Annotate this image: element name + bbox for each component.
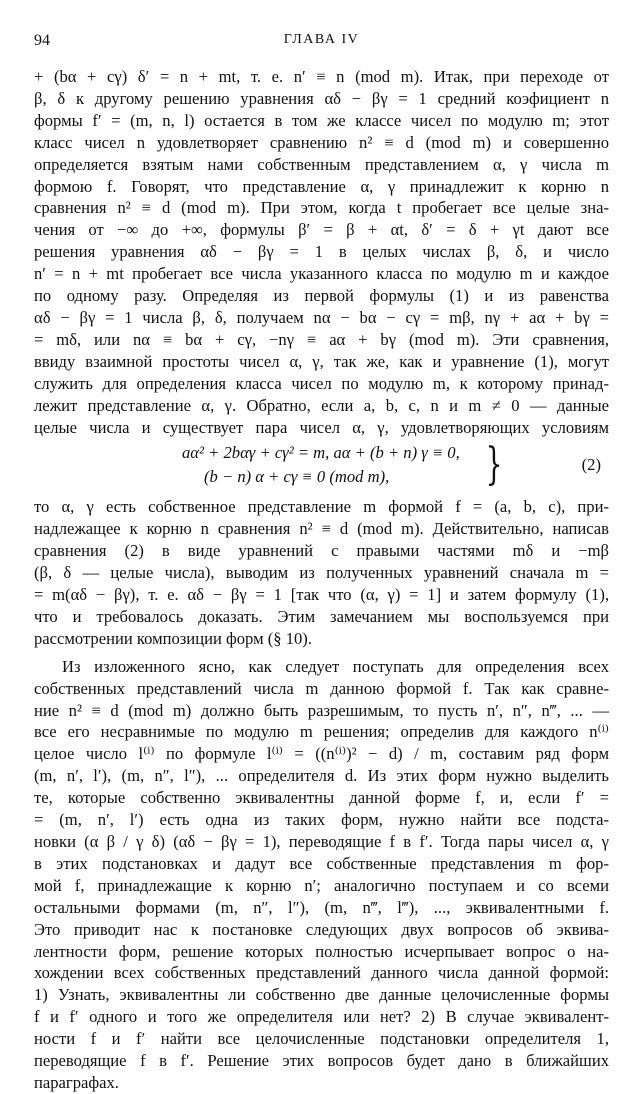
text-line: целое число l⁽ⁱ⁾ по формуле l⁽ⁱ⁾ = ((n⁽ⁱ⁾)² − d) / m, составим ряд форм	[34, 744, 609, 764]
text-line: 1) Узнать, эквивалентны ли собственно две данные целочисленные формы	[34, 985, 609, 1005]
text-line: параграфах.	[34, 1072, 119, 1092]
text-line: рассмотрении композиции форм (§ 10).	[34, 628, 312, 648]
text-line: собственных представлений числа m данною формой f. Так как сравне-	[34, 678, 609, 698]
body-text	[34, 66, 609, 1094]
equation-line-1: aα² + 2bαγ + cγ² = m, aα + (b + n) γ ≡ 0,	[182, 443, 460, 463]
text-line: по одному разу. Определяя из первой формулы (1) и из равенства	[34, 286, 609, 306]
equation-line-2: (b − n) α + cγ ≡ 0 (mod m),	[204, 467, 390, 487]
paragraph-3	[34, 656, 609, 1094]
text-line: сравнения n² ≡ d (mod m). При этом, когда t пробегает все целые зна-	[34, 198, 609, 218]
text-line: = (m, n′, l′) есть одна из таких форм, нужно найти все подста-	[34, 810, 609, 830]
right-brace: }	[485, 439, 503, 491]
text-line: n′ = n + mt пробегает все числа указанного класса по модулю m и каждое	[34, 264, 609, 284]
page-header	[34, 32, 609, 52]
text-line: β, δ к другому решению уравнения αδ − βγ = 1 средний коэфициент n	[34, 88, 609, 108]
equation-number: (2)	[581, 455, 601, 475]
text-line: что и требовалось доказать. Этим замечанием мы воспользуемся при	[34, 606, 609, 626]
text-line: те, которые собственно эквивалентны данной форме f, и, если f′ =	[34, 788, 609, 808]
text-line: ние n² ≡ d (mod m) должно быть разрешимым, то пусть n′, n″, n‴, ... —	[34, 700, 609, 720]
chapter-title: ГЛАВА IV	[283, 32, 360, 47]
text-line: Это приводит нас к постановке следующих двух вопросов об эквива-	[34, 919, 609, 939]
text-line: решения уравнения αδ − βγ = 1 в целых числах β, δ, и число	[34, 242, 609, 262]
paragraph-2	[34, 496, 609, 649]
text-line: надлежащее к корню n сравнения n² ≡ d (mod m). Действительно, написав	[34, 519, 609, 539]
text-line: переводящие f в f′. Решение этих вопросов будет дано в ближайших	[34, 1051, 609, 1071]
text-line: класс чисел n удовлетворяет сравнению n² ≡ d (mod m) и совершенно	[34, 132, 609, 152]
page-number: 94	[34, 32, 50, 49]
text-line: сравнения (2) в виде уравнений с правыми частями mδ и −mβ	[34, 541, 609, 561]
text-line: = m(αδ − βγ), т. е. αδ − βγ = 1 [так что (α, γ) = 1] и затем формулу (1),	[34, 585, 609, 605]
text-line: остальными формами (m, n″, l″), (m, n‴, l‴), ..., эквивалентными f.	[34, 897, 609, 917]
text-line: + (bα + cγ) δ′ = n + mt, т. е. n′ ≡ n (mod m). Итак, при переходе от	[34, 67, 609, 86]
text-line: формы f′ = (m, n, l) остается в том же классе чисел по модулю m; этот	[34, 110, 609, 130]
text-line: (β, δ — целые числа), выводим из полученных уравнений сначала m =	[34, 563, 609, 583]
text-line: целые числа и существует пара чисел α, γ, удовлетворяющих условиям	[34, 417, 609, 437]
text-line: служить для определения класса чисел по модулю m, к которому принад-	[34, 373, 609, 393]
text-line: f и f′ одного и того же определителя или нет? 2) В случае эквивалент-	[34, 1007, 609, 1027]
text-line: новки (α β / γ δ) (αδ − βγ = 1), переводящие f в f′. Тогда пары чисел α, γ	[34, 832, 609, 851]
text-line: ввиду взаимной простоты чисел α, γ, так же, как и уравнение (1), могут	[34, 351, 609, 371]
text-line: = mδ, или nα ≡ bα + cγ, −nγ ≡ aα + bγ (mod m). Эти сравнения,	[34, 329, 609, 349]
text-line: лентности форм, решение которых полностью исчерпывает вопрос о на-	[34, 941, 609, 961]
equation-system-2	[34, 439, 609, 491]
text-line: хождении всех собственных представлений данного числа данной формой:	[34, 963, 609, 983]
text-line: лежит представление α, γ. Обратно, если a, b, c, n и m ≠ 0 — данные	[34, 395, 609, 415]
text-line: (m, n′, l′), (m, n″, l″), ... определителя d. Из этих форм нужно выделить	[34, 766, 609, 786]
text-line: ности f и f′ найти все целочисленные подстановки определителя 1,	[34, 1029, 609, 1049]
paragraph-1	[34, 66, 609, 438]
text-line: чения от −∞ до +∞, формулы β′ = β + αt, δ′ = δ + γt дают все	[34, 220, 609, 240]
text-line: формою f. Говорят, что представление α, γ принадлежит к корню n	[34, 176, 609, 196]
text-line: в этих подстановках и дадут все собственные представления m фор-	[34, 853, 609, 873]
text-line: Из изложенного ясно, как следует поступать для определения всех	[62, 656, 609, 676]
text-line: определяется взятым нами собственным представлением α, γ числа m	[34, 154, 609, 174]
text-line: все его несравнимые по модулю m решения; определив для каждого n⁽ⁱ⁾	[34, 722, 609, 742]
text-line: мой f, принадлежащие к корню n′; аналогично поступаем и со всеми	[34, 875, 609, 895]
text-line: то α, γ есть собственное представление m формой f = (a, b, c), при-	[34, 497, 609, 517]
text-line: αδ − βγ = 1 числа β, δ, получаем nα − bα − cγ = mβ, nγ + aα + bγ =	[34, 307, 609, 327]
